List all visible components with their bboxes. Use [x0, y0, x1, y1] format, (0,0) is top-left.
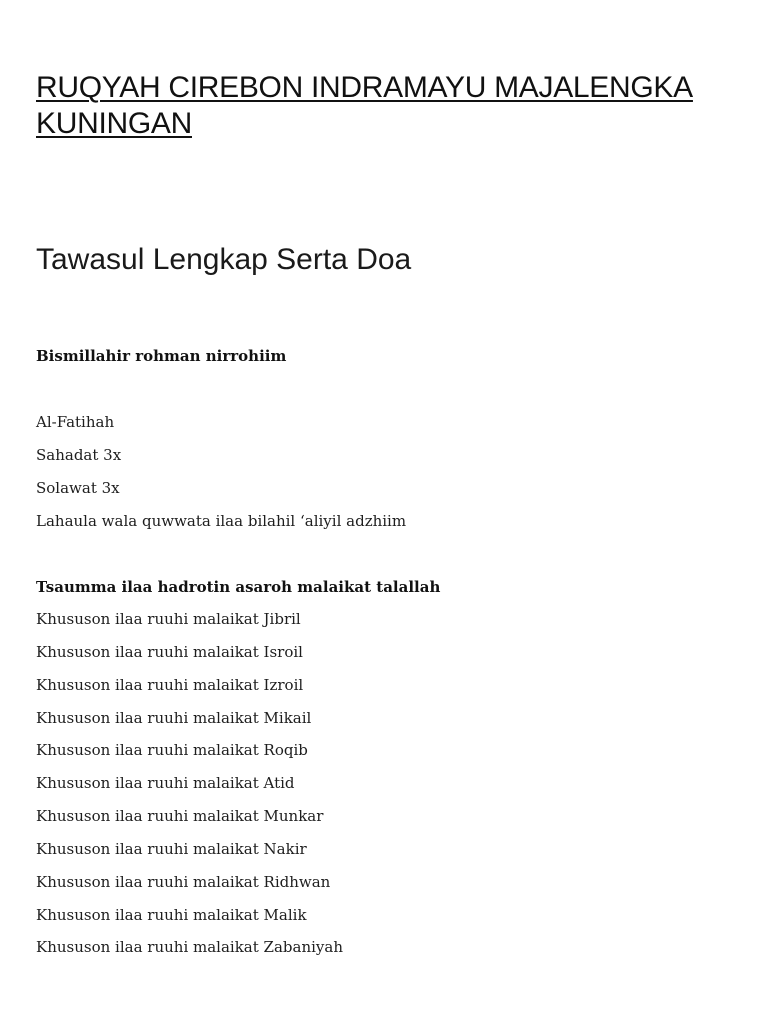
opening-line: Bismillahir rohman nirrohiim	[36, 347, 287, 365]
intro-line: Al-Fatihah	[36, 413, 115, 431]
malaikat-line: Khususon ilaa ruuhi malaikat Malik	[36, 906, 307, 924]
intro-line: Lahaula wala quwwata ilaa bilahil ‘aliyil adzhiim	[36, 512, 407, 530]
malaikat-line: Khususon ilaa ruuhi malaikat Roqib	[36, 741, 308, 759]
intro-line: Solawat 3x	[36, 479, 120, 497]
malaikat-line: Khususon ilaa ruuhi malaikat Mikail	[36, 709, 312, 727]
section-heading: Tsaumma ilaa hadrotin asaroh malaikat talallah	[36, 578, 441, 596]
malaikat-line: Khususon ilaa ruuhi malaikat Jibril	[36, 610, 301, 628]
malaikat-line: Khususon ilaa ruuhi malaikat Isroil	[36, 643, 303, 661]
blog-title[interactable]	[36, 70, 736, 142]
post-title: Tawasul Lengkap Serta Doa	[36, 243, 412, 276]
malaikat-line: Khususon ilaa ruuhi malaikat Zabaniyah	[36, 938, 343, 956]
malaikat-line: Khususon ilaa ruuhi malaikat Izroil	[36, 676, 304, 694]
malaikat-line: Khususon ilaa ruuhi malaikat Nakir	[36, 840, 307, 858]
blog-title-link[interactable]: RUQYAH CIREBON INDRAMAYU MAJALENGKA KUNINGAN	[36, 71, 693, 140]
malaikat-line: Khususon ilaa ruuhi malaikat Munkar	[36, 807, 324, 825]
malaikat-line: Khususon ilaa ruuhi malaikat Ridhwan	[36, 873, 331, 891]
intro-line: Sahadat 3x	[36, 446, 122, 464]
malaikat-line: Khususon ilaa ruuhi malaikat Atid	[36, 774, 295, 792]
